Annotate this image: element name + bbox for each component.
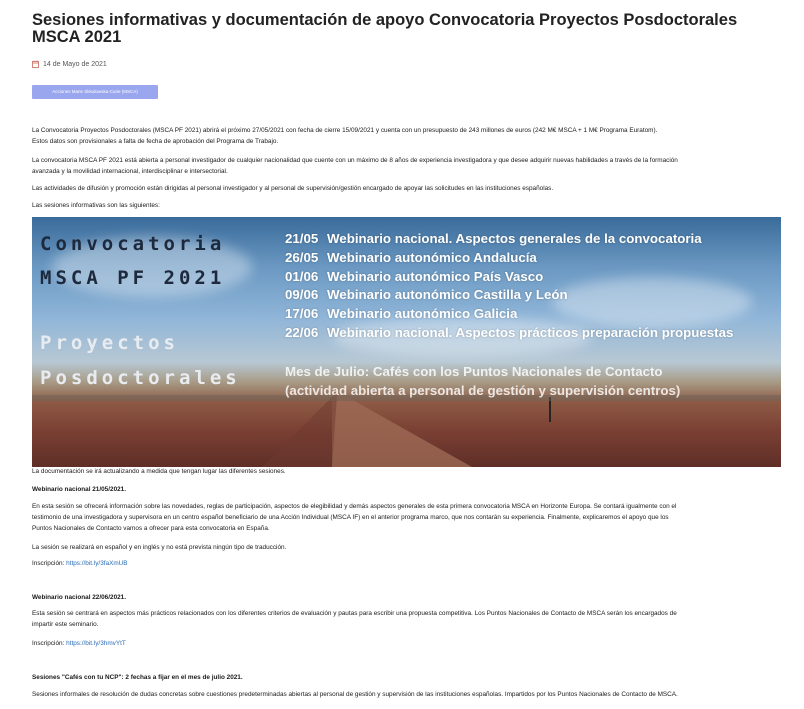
calendar-icon [32, 60, 39, 68]
cafes-description: Sesiones informales de resolución de dudas concretas sobre cuestiones predeterminadas abiertas al personal de gestión y supervisión de las instituciones españolas. Impartidos por los Puntos Nacionales de Contacto de MSCA. [32, 691, 678, 698]
documentation-note: La documentación se irá actualizando a medida que tengan lugar las diferentes sesiones. [32, 468, 286, 475]
publish-date-text: 14 de Mayo de 2021 [43, 60, 107, 68]
webinar-1-description-2: testimonio de una investigadora y supervisora en un centro español beneficiario de una Acción Individual (MSCA IF) en el anterior programa marco, que nos contarán su experiencia. Finalmente, explicaremos el apoyo que los [32, 514, 669, 521]
webinar-1-language: La sesión se realizará en español y en inglés y no está prevista ningún tipo de traducción. [32, 544, 287, 551]
banner-session: 01/06 Webinario autonómico País Vasco [285, 268, 544, 284]
intro-paragraph-1: La Convocatoria Proyectos Posdoctorales (MSCA PF 2021) abrirá el próximo 27/05/2021 con fecha de cierre 15/09/2021 y cuenta con un presupuesto de 243 millones de euros (242 M€ MSCA + 1 M€ Programa Euratom). [32, 127, 658, 134]
banner-session: 22/06 Webinario nacional. Aspectos prácticos preparación propuestas [285, 324, 734, 340]
sessions-banner [32, 217, 781, 467]
webinar-1-heading: Webinario nacional 21/05/2021. [32, 486, 127, 493]
intro-paragraph-4: Las sesiones informativas son las siguientes: [32, 202, 160, 209]
page-title: Sesiones informativas y documentación de apoyo Convocatoria Proyectos Posdoctorales MSCA 2021 [32, 11, 738, 46]
category-tag[interactable]: Acciones Marie Skłodowska-Curie (MSCA) [32, 85, 158, 99]
webinar-2-description-1: Esta sesión se centrará en aspectos más prácticos relacionados con los diferentes criterios de evaluación y pautas para escribir una propuesta competitiva. Los Puntos Nacionales de Contacto de MSCA serán los encargados de [32, 610, 677, 617]
webinar-2-description-2: impartir este seminario. [32, 621, 99, 628]
banner-session: 21/05 Webinario nacional. Aspectos generales de la convocatoria [285, 231, 702, 246]
cafes-heading: Sesiones "Cafés con tu NCP": 2 fechas a fijar en el mes de julio 2021. [32, 674, 243, 681]
intro-paragraph-2-cont: avanzada y la movilidad internacional, interdisciplinar e intersectorial. [32, 168, 228, 175]
banner-brand-line-4: Posdoctorales [40, 367, 241, 389]
intro-paragraph-3: Las actividades de difusión y promoción están dirigidas al personal investigador y al personal de supervisión/gestión encargado de apoyar las solicitudes en las instituciones españolas. [32, 185, 554, 192]
webinar-2-registration-link[interactable]: https://bit.ly/3hmvYtT [66, 640, 126, 647]
banner-brand-line-2: MSCA PF 2021 [40, 267, 226, 289]
banner-session: 26/05 Webinario autonómico Andalucía [285, 249, 537, 265]
webinar-2-registration: Inscripción: https://bit.ly/3hmvYtT [32, 640, 126, 647]
banner-summer-note: Mes de Julio: Cafés con los Puntos Nacionales de Contacto (actividad abierta a personal de gestión y supervisión centros) [285, 364, 681, 398]
webinar-1-registration: Inscripción: https://bit.ly/3faXmUB [32, 560, 128, 567]
banner-brand-line-1: Convocatoria [40, 233, 226, 255]
banner-session: 17/06 Webinario autonómico Galicia [285, 306, 518, 322]
publish-date [32, 60, 107, 68]
webinar-2-heading: Webinario nacional 22/06/2021. [32, 594, 127, 601]
webinar-1-registration-link[interactable]: https://bit.ly/3faXmUB [66, 560, 128, 567]
banner-session-list [285, 230, 733, 343]
banner-brand-line-3: Proyectos [40, 332, 179, 354]
intro-paragraph-1-note: Estos datos son provisionales a falta de fecha de aprobación del Programa de Trabajo. [32, 138, 279, 145]
intro-paragraph-2: La convocatoria MSCA PF 2021 está abierta a personal investigador de cualquier nacionalidad que cuente con un máximo de 8 años de experiencia investigadora y que desee adquirir nuevas habilidades a través de la formación [32, 157, 678, 164]
webinar-1-description-3: Puntos Nacionales de Contacto vamos a ofrecer para esta convocatoria en España. [32, 525, 270, 532]
webinar-1-description-1: En esta sesión se ofrecerá información sobre las novedades, reglas de participación, aspectos de elegibilidad y demás aspectos generales de esta primera convocatoria MSCA en Horizonte Europa. Se contará igualmente con el [32, 503, 677, 510]
banner-session: 09/06 Webinario autonómico Castilla y León [285, 287, 568, 303]
